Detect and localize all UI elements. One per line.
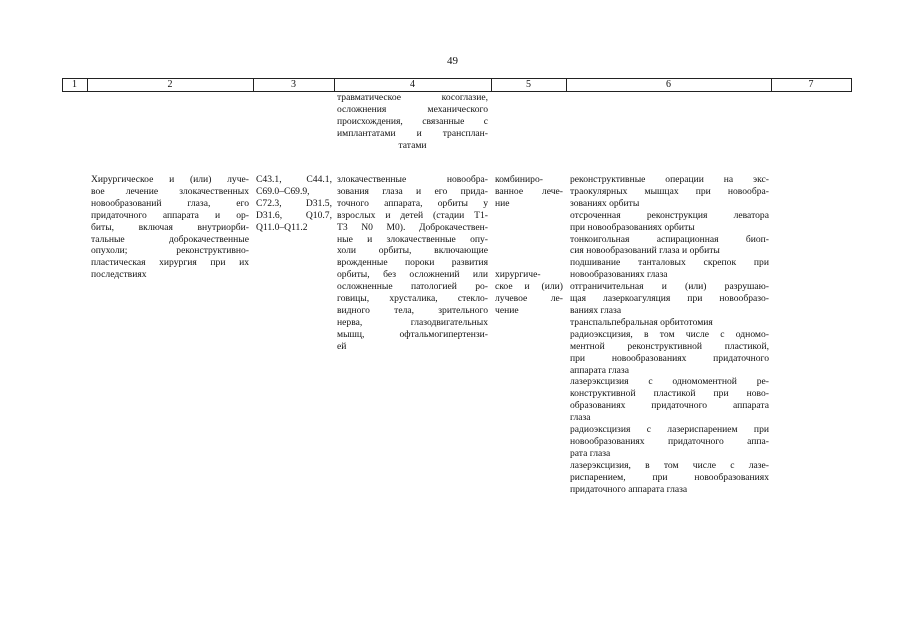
column-header-2: 2 xyxy=(167,79,173,90)
treatment-methods-cell xyxy=(570,174,769,495)
text-line: осложненные патологией ро- xyxy=(337,281,488,293)
text-line: D31.6, Q10.7, xyxy=(256,209,332,221)
column-header-6: 6 xyxy=(666,79,671,90)
text-line: сия новообразований глаза и орбиты xyxy=(570,245,720,257)
text-line: глаза xyxy=(570,412,591,424)
text-line: пластическая хирургия при их xyxy=(91,257,249,269)
treatment-type-cell xyxy=(91,174,249,281)
text-line: отсроченная реконструкция леватора xyxy=(570,209,769,221)
text-line: биты, включая внутриорби- xyxy=(91,221,249,233)
text-line: лазерэксцизия с одномоментной ре- xyxy=(570,376,769,388)
text-line: чение xyxy=(495,304,519,316)
text-line: C43.1, C44.1, xyxy=(256,174,332,185)
text-line: C72.3, D31.5, xyxy=(256,197,332,209)
text-line: осложнения механического xyxy=(337,103,488,115)
text-line: орбиты, без осложнений или xyxy=(337,269,488,281)
column-header-5: 5 xyxy=(526,79,531,90)
text-line: тонкоигольная аспирационная биоп- xyxy=(570,233,769,245)
text-line: ское и (или) xyxy=(495,280,563,292)
column-header-1: 1 xyxy=(72,79,77,90)
text-line: холи орбиты, включающие xyxy=(337,245,488,257)
text-line: лазерэксцизия, в том числе с лазе- xyxy=(570,459,769,471)
diagnosis-cell xyxy=(337,174,488,353)
text-line: конструктивной пластикой при ново- xyxy=(570,388,769,400)
text-line: травматическое косоглазие, xyxy=(337,92,488,103)
text-line: врожденные пороки развития xyxy=(337,257,488,269)
column-header-4: 4 xyxy=(410,79,415,90)
text-line: ваниях глаза xyxy=(570,304,622,316)
treatment-kind-surgical xyxy=(495,269,563,317)
text-line: аппарата глаза xyxy=(570,364,629,376)
text-line: комбиниро- xyxy=(495,174,543,185)
text-line: последствиях xyxy=(91,269,147,281)
text-line: зования глаза и его прида- xyxy=(337,185,488,197)
text-line: траокулярных мышцах при новообра- xyxy=(570,185,769,197)
text-line: происхождения, связанные с xyxy=(337,115,488,127)
column-header-7: 7 xyxy=(808,79,814,90)
text-line: новообразованиях глаза xyxy=(570,269,668,281)
text-line: риспарением, при новообразованиях xyxy=(570,471,769,483)
text-line: нерва, глазодвигательных xyxy=(337,316,488,328)
text-line: злокачественные новообра- xyxy=(337,174,488,185)
text-line: тальные доброкачественные xyxy=(91,233,249,245)
text-line: C69.0–C69.9, xyxy=(256,185,310,197)
column-header-3: 3 xyxy=(291,79,296,90)
text-line: транспальпебральная орбитотомия xyxy=(570,316,713,328)
text-line: новообразований глаза, его xyxy=(91,197,249,209)
text-line: образованиях придаточного аппарата xyxy=(570,400,769,412)
page-number: 49 xyxy=(447,55,458,67)
text-line: татами xyxy=(398,139,427,151)
continued-diagnosis-text xyxy=(337,92,488,152)
text-line: подшивание танталовых скрепок при xyxy=(570,257,769,269)
text-line: Хирургическое и (или) луче- xyxy=(91,174,249,185)
text-line: видного тела, зрительного xyxy=(337,304,488,316)
text-line: придаточного аппарата глаза xyxy=(570,483,688,495)
text-line: зованиях орбиты xyxy=(570,197,640,209)
text-line: отграничительная и (или) разрушаю- xyxy=(570,281,769,293)
text-line: мышц, офтальмогипертензи- xyxy=(337,328,488,340)
icd-codes-cell xyxy=(256,174,332,234)
text-line: имплантатами и трансплан- xyxy=(337,127,488,139)
text-line: радиоэксцизия, в том числе с одномо- xyxy=(570,328,769,340)
text-line: придаточного аппарата и ор- xyxy=(91,209,249,221)
text-line: ние xyxy=(495,197,510,209)
text-line: вое лечение злокачественных xyxy=(91,185,249,197)
text-line: новообразованиях придаточного аппа- xyxy=(570,435,769,447)
text-line: радиоэксцизия с лазериспарением при xyxy=(570,424,769,436)
column-divider xyxy=(851,78,852,92)
text-line: T3 N0 M0). Доброкачествен- xyxy=(337,221,488,233)
text-line: Q11.0–Q11.2 xyxy=(256,221,308,233)
text-line: ментной реконструктивной пластикой, xyxy=(570,340,769,352)
text-line: точного аппарата, орбиты у xyxy=(337,197,488,209)
text-line: щая лазеркоагуляция при новообразо- xyxy=(570,293,769,305)
text-line: рата глаза xyxy=(570,447,611,459)
text-line: говицы, хрусталика, стекло- xyxy=(337,293,488,305)
text-line: при новообразованиях придаточного xyxy=(570,352,769,364)
text-line: при новообразованиях орбиты xyxy=(570,221,695,233)
text-line: ей xyxy=(337,340,347,352)
treatment-kind-combined xyxy=(495,174,563,210)
text-line: ные и злокачественные опу- xyxy=(337,233,488,245)
text-line: реконструктивные операции на экс- xyxy=(570,174,769,185)
text-line: лучевое ле- xyxy=(495,292,563,304)
text-line: взрослых и детей (стадии T1- xyxy=(337,209,488,221)
text-line: хирургиче- xyxy=(495,269,541,280)
text-line: опухоли; реконструктивно- xyxy=(91,245,249,257)
text-line: ванное лече- xyxy=(495,185,563,197)
